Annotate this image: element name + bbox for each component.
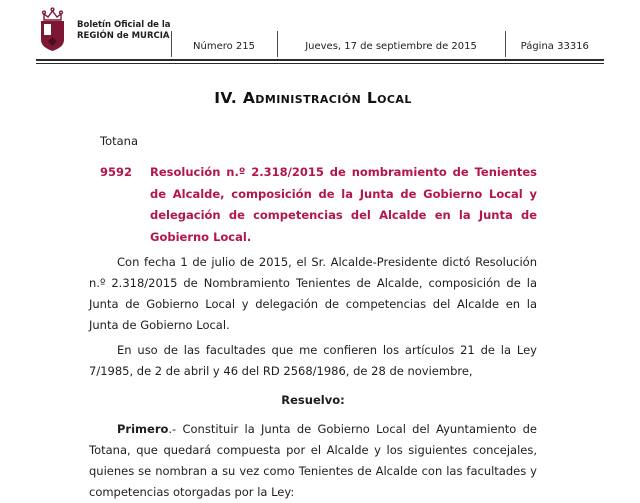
- municipality-label: Totana: [100, 134, 138, 148]
- paragraph-3: [89, 419, 537, 503]
- murcia-coat-of-arms-icon: [36, 6, 70, 56]
- brand-line1: Boletín Oficial de la: [77, 20, 171, 30]
- document-body: [89, 89, 537, 503]
- header-rule: [36, 59, 604, 64]
- page-number: Página 33316: [520, 41, 589, 52]
- resuelvo-heading: Resuelvo:: [281, 393, 345, 407]
- announcement-number: 9592: [100, 165, 133, 179]
- announcement-title: Resolución n.º 2.318/2015 de nombramiento de Tenientes de Alcalde, composición de la Junta de Gobierno Local y delegación de competencias del Alcalde en la Junta de Gobierno Local.: [150, 165, 537, 244]
- brand-title: [77, 20, 171, 42]
- issue-date: Jueves, 17 de septiembre de 2015: [305, 41, 477, 52]
- borm-brand: [36, 6, 171, 57]
- brand-line2: REGIÓN de MURCIA: [77, 31, 170, 41]
- issue-number: Número 215: [193, 41, 256, 52]
- paragraph-3-lead: Primero: [117, 422, 169, 436]
- paragraph-2: En uso de las facultades que me confieren los artículos 21 de la Ley 7/1985, de 2 de abril y 46 del RD 2568/1986, de 28 de noviembre,: [89, 343, 537, 378]
- paragraph-1: Con fecha 1 de julio de 2015, el Sr. Alcalde-Presidente dictó Resolución n.º 2.318/2015 de Nombramiento Tenientes de Alcalde, composición de la Junta de Gobierno Local y delegación de competencias del Alcalde en la Junta de Gobierno Local.: [89, 255, 537, 332]
- page-header: [36, 0, 604, 57]
- announcement-heading: [100, 162, 537, 248]
- section-title: IV. Administración Local: [214, 89, 412, 107]
- paragraph-3-text: .- Constituir la Junta de Gobierno Local del Ayuntamiento de Totana, que quedará compuesta por el Alcalde y los siguientes concejales, quienes se nombran a su vez como Tenientes de Alcalde con las facultades y competencias otorgadas por la Ley:: [89, 422, 537, 499]
